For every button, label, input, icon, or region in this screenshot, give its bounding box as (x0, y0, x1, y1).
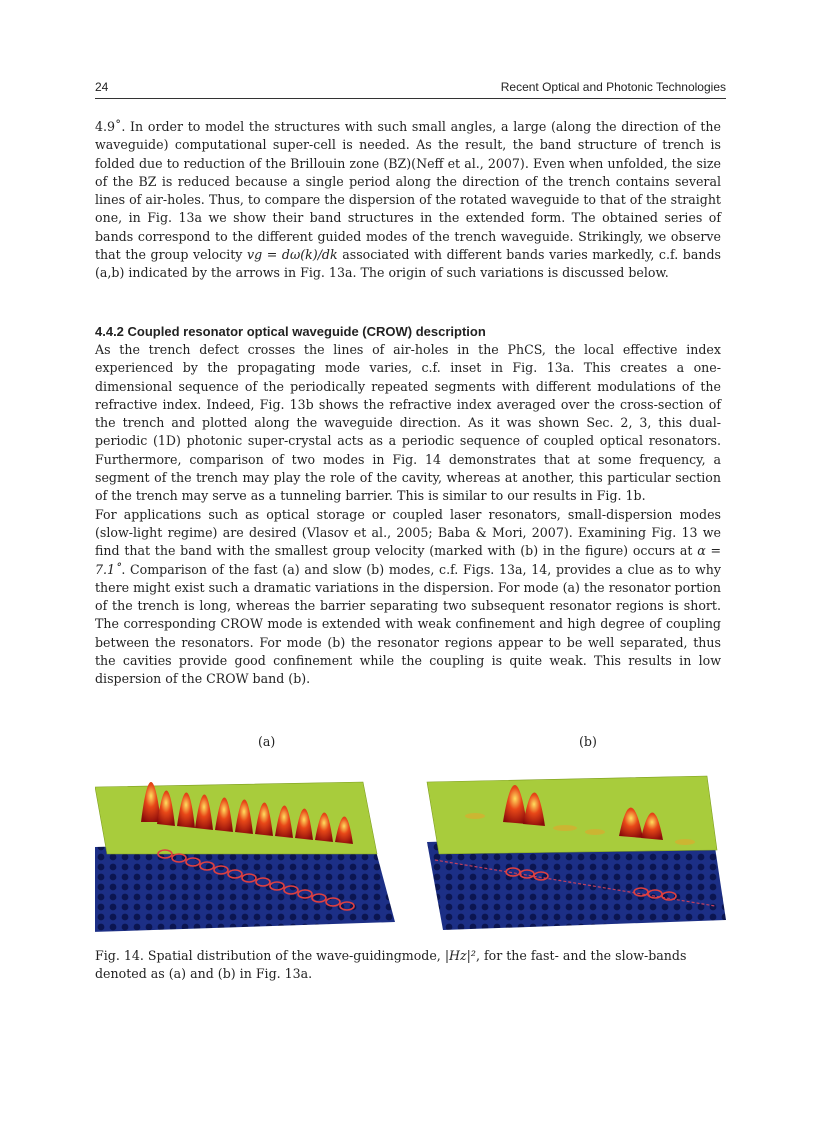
panel-a (95, 782, 395, 932)
caption-symbol: |Hz|² (444, 948, 476, 963)
group-velocity-formula: vg = dω(k)/dk (247, 247, 338, 263)
figure-14-graphics (95, 742, 726, 942)
section-heading: 4.4.2 Coupled resonator optical waveguide (CROW) description (95, 324, 486, 339)
paragraph-2: As the trench defect crosses the lines of air-holes in the PhCS, the local effective index experienced by the propagating mode varies, c.f. inset in Fig. 13a. This creates a one-dimensional sequence of the periodically repeated segments with different modulations of the refractive index. Indeed, Fig. 13b shows the refractive index averaged over the cross-section of the trench and plotted along the waveguide direction. As it was shown Sec. 2, 3, this dual-periodic (1D) photonic super-crystal acts as a periodic sequence of coupled optical resonators. Furthermore, comparison of two modes in Fig. 14 demonstrates that at some frequency, a segment of the trench may play the role of the cavity, whereas at another, this particular section of the trench may serve as a tunneling barrier. This is similar to our results in Fig. 1b. (95, 342, 721, 504)
para1-text-b: associated with different bands varies markedly, c.f. bands (a,b) indicated by the arrows in Fig. 13a. The origin of such variations is discussed below. (95, 247, 721, 281)
panel-b (427, 776, 726, 930)
caption-suffix: , for the fast- and the slow-bands denoted as (a) and (b) in Fig. 13a. (95, 948, 687, 982)
alpha-value: α = 7.1˚ (95, 543, 722, 577)
page-number: 24 (95, 80, 109, 94)
caption-prefix: Fig. 14. Spatial distribution of the wave-guidingmode, (95, 948, 445, 963)
figure-caption (95, 947, 721, 984)
para3-text-b: . Comparison of the fast (a) and slow (b) modes, c.f. Figs. 13a, 14, provides a clue as to why there might exist such a dramatic variations in the dispersion. For mode (a) the resonator portion of the trench is long, whereas the barrier separating two subsequent resonator regions is short. The corresponding CROW mode is extended with weak confinement and high degree of coupling between the resonators. For mode (b) the resonator regions appear to be well separated, thus the cavities provide good confinement while the coupling is quite weak. This results in low dispersion of the CROW band (b). (95, 561, 721, 687)
panel-label-b: (b) (579, 734, 597, 749)
para1-text-a: 4.9˚. In order to model the structures with such small angles, a large (along the direction of the waveguide) computational super-cell is needed. As the result, the band structure of trench is folded due to reduction of the Brillouin zone (BZ)(Neff et al., 2007). Even when unfolded, the size of the BZ is reduced because a single period along the direction of the trench contains several lines of air-holes. Thus, to compare the dispersion of the rotated waveguide to that of the straight one, in Fig. 13a we show their band structures in the extended form. The obtained series of bands correspond to the different guided modes of the trench waveguide. Strikingly, we observe that the group velocity (95, 119, 721, 263)
figure-14 (95, 732, 726, 942)
running-title: Recent Optical and Photonic Technologies (500, 80, 726, 94)
paragraphs-2-3 (95, 341, 721, 689)
panel-label-a: (a) (258, 734, 276, 749)
paragraph-3 (95, 506, 721, 689)
paragraph-1 (95, 118, 721, 283)
para3-text-a: For applications such as optical storage or coupled laser resonators, small-dispersion modes (slow-light regime) are desired (Vlasov et al., 2005; Baba & Mori, 2007). Examining Fig. 13 we find that the band with the smallest group velocity (marked with (b) in the figure) occurs at (95, 506, 721, 559)
green-field-plane-a (95, 782, 377, 854)
page-header (95, 80, 726, 99)
